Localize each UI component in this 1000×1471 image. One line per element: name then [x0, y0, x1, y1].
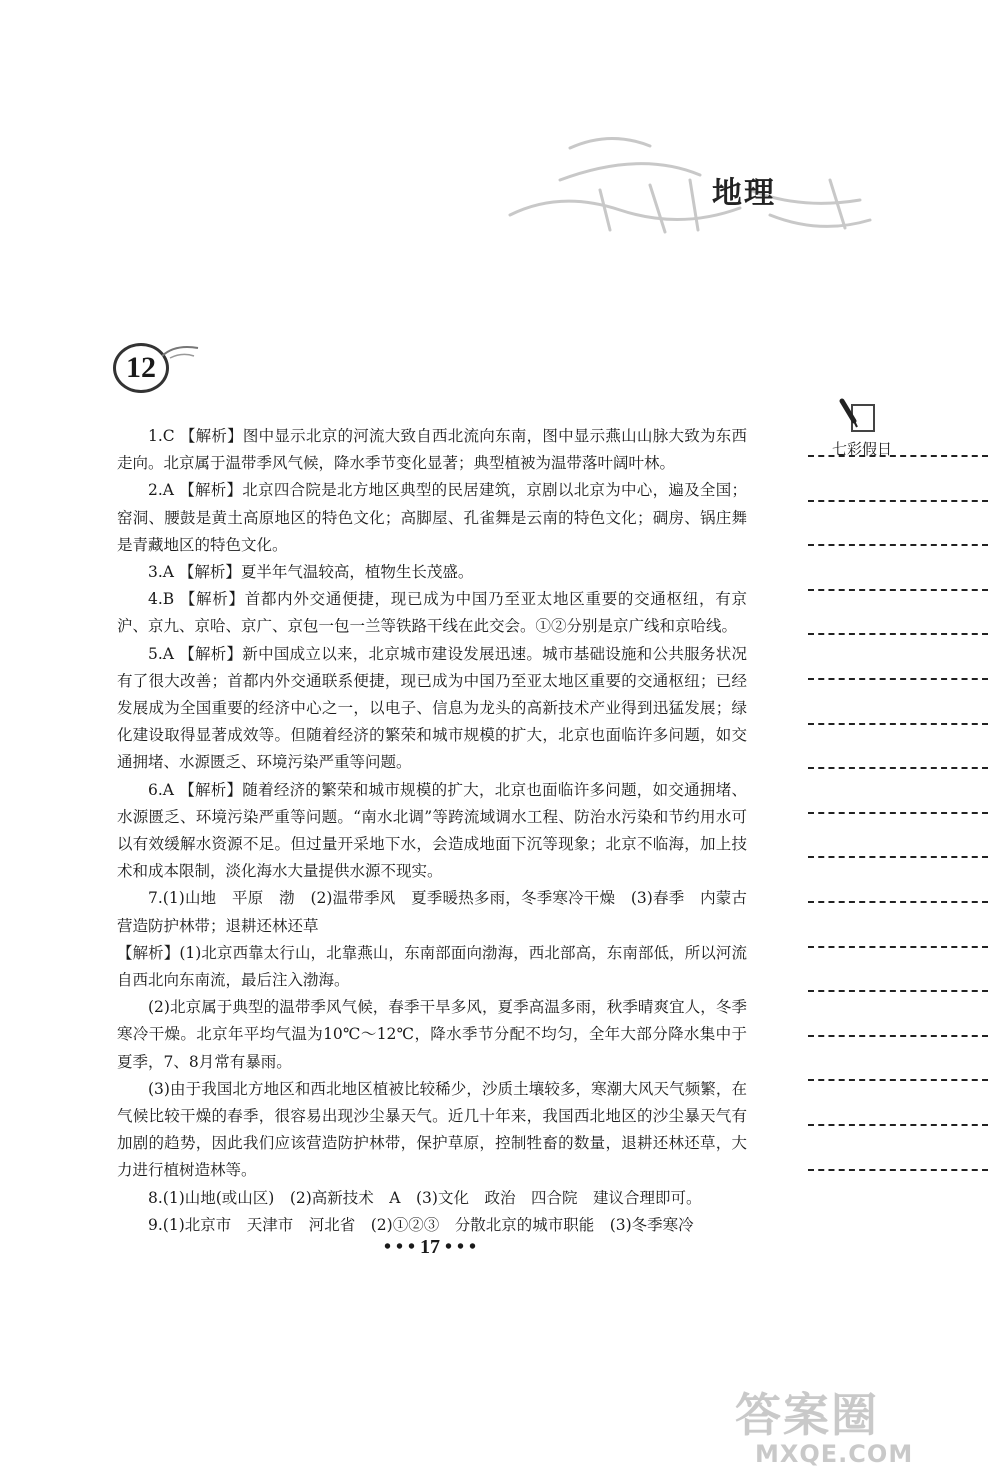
note-line	[808, 946, 988, 948]
note-line	[808, 812, 988, 814]
header-decoration	[500, 120, 880, 250]
answer-paragraph: 4.B 【解析】首都内外交通便捷，现已成为中国乃至亚太地区重要的交通枢纽，有京沪、京九、京哈、京广、京包一包一兰等铁路干线在此交会。①②分别是京广线和京哈线。	[117, 590, 747, 636]
answer-paragraph: (2)北京属于典型的温带季风气候，春季干旱多风，夏季高温多雨，秋季晴爽宜人，冬季寒冷干燥。北京年平均气温为10℃～12℃，降水季节分配不均匀，全年大部分降水集中于夏季，7、8月常有暴雨。	[117, 998, 747, 1071]
note-line	[808, 901, 988, 903]
note-line	[808, 544, 988, 546]
watermark-url: MXQE.COM	[755, 1440, 914, 1468]
answer-paragraph: 1.C 【解析】图中显示北京的河流大致自西北流向东南，图中显示燕山山脉大致为东西走向。北京属于温带季风气候，降水季节变化显著；典型植被为温带落叶阔叶林。	[117, 427, 747, 473]
answer-paragraph: 5.A 【解析】新中国成立以来，北京城市建设发展迅速。城市基础设施和公共服务状况有了很大改善；首都内外交通联系便捷，现已成为中国乃至亚太地区重要的交通枢纽；已经发展成为全国重要的经济中心之一，以电子、信息为龙头的高新技术产业得到迅猛发展；绿化建设取得显著成效等。但随着经济的繁荣和城市规模的扩大，北京也面临许多问题，如交通拥堵、水源匮乏、环境污染严重等问题。	[117, 644, 747, 772]
answer-paragraph: 2.A 【解析】北京四合院是北方地区典型的民居建筑，京剧以北京为中心，遍及全国；窑洞、腰鼓是黄土高原地区的特色文化；高脚屋、孔雀舞是云南的特色文化；碉房、锅庄舞是青藏地区的特色文化。	[117, 481, 747, 554]
note-line	[808, 455, 988, 457]
watermark	[735, 1390, 995, 1468]
note-line	[808, 1124, 988, 1126]
note-line	[808, 589, 988, 591]
page-number: • • • 17 • • •	[383, 1236, 476, 1258]
watermark-logo-text: 答案圈	[735, 1388, 879, 1442]
note-line	[808, 1169, 988, 1171]
pen-icon	[838, 397, 878, 433]
unit-number: 12	[113, 343, 169, 393]
note-line	[808, 500, 988, 502]
note-line	[808, 1079, 988, 1081]
swirl-icon	[160, 342, 200, 362]
note-line	[808, 723, 988, 725]
answer-paragraph: 3.A 【解析】夏半年气温较高，植物生长茂盛。	[148, 563, 474, 582]
answer-paragraph: 【解析】(1)北京西靠太行山，北靠燕山，东南部面向渤海，西北部高，东南部低，所以河流自西北向东南流，最后注入渤海。	[117, 943, 747, 990]
note-line	[808, 990, 988, 992]
note-line	[808, 1035, 988, 1037]
answer-paragraph: 9.(1)北京市 天津市 河北省 (2)①②③ 分散北京的城市职能 (3)冬季寒冷	[148, 1215, 694, 1234]
note-line	[808, 633, 988, 635]
answer-paragraph: 8.(1)山地(或山区) (2)高新技术 A (3)文化 政治 四合院 建议合理即可。	[148, 1188, 702, 1207]
note-line	[808, 856, 988, 858]
answer-paragraph: (3)由于我国北方地区和西北地区植被比较稀少，沙质土壤较多，寒潮大风天气频繁，在气候比较干燥的春季，很容易出现沙尘暴天气。近几十年来，我国西北地区的沙尘暴天气有加剧的趋势，因此我们应该营造防护林带，保护草原，控制牲畜的数量，退耕还林还草，大力进行植树造林等。	[117, 1079, 747, 1180]
answer-content	[117, 423, 763, 1239]
subject-title: 地理	[712, 176, 776, 211]
answer-paragraph: 6.A 【解析】随着经济的繁荣和城市规模的扩大，北京也面临许多问题，如交通拥堵、水源匮乏、环境污染严重等问题。“南水北调”等跨流域调水工程、防治水污染和节约用水可以有效缓解水资源不足。但过量开采地下水，会造成地面下沉等现象；北京不临海，加上技术和成本限制，淡化海水大量提供水源不现实。	[117, 780, 747, 881]
sidebar-title: 七彩假日	[832, 440, 893, 458]
answer-paragraph: 7.(1)山地 平原 渤 (2)温带季风 夏季暖热多雨，冬季寒冷干燥 (3)春季 内蒙古 营造防护林带；退耕还林还草	[117, 889, 763, 935]
note-line	[808, 767, 988, 769]
note-line	[808, 678, 988, 680]
